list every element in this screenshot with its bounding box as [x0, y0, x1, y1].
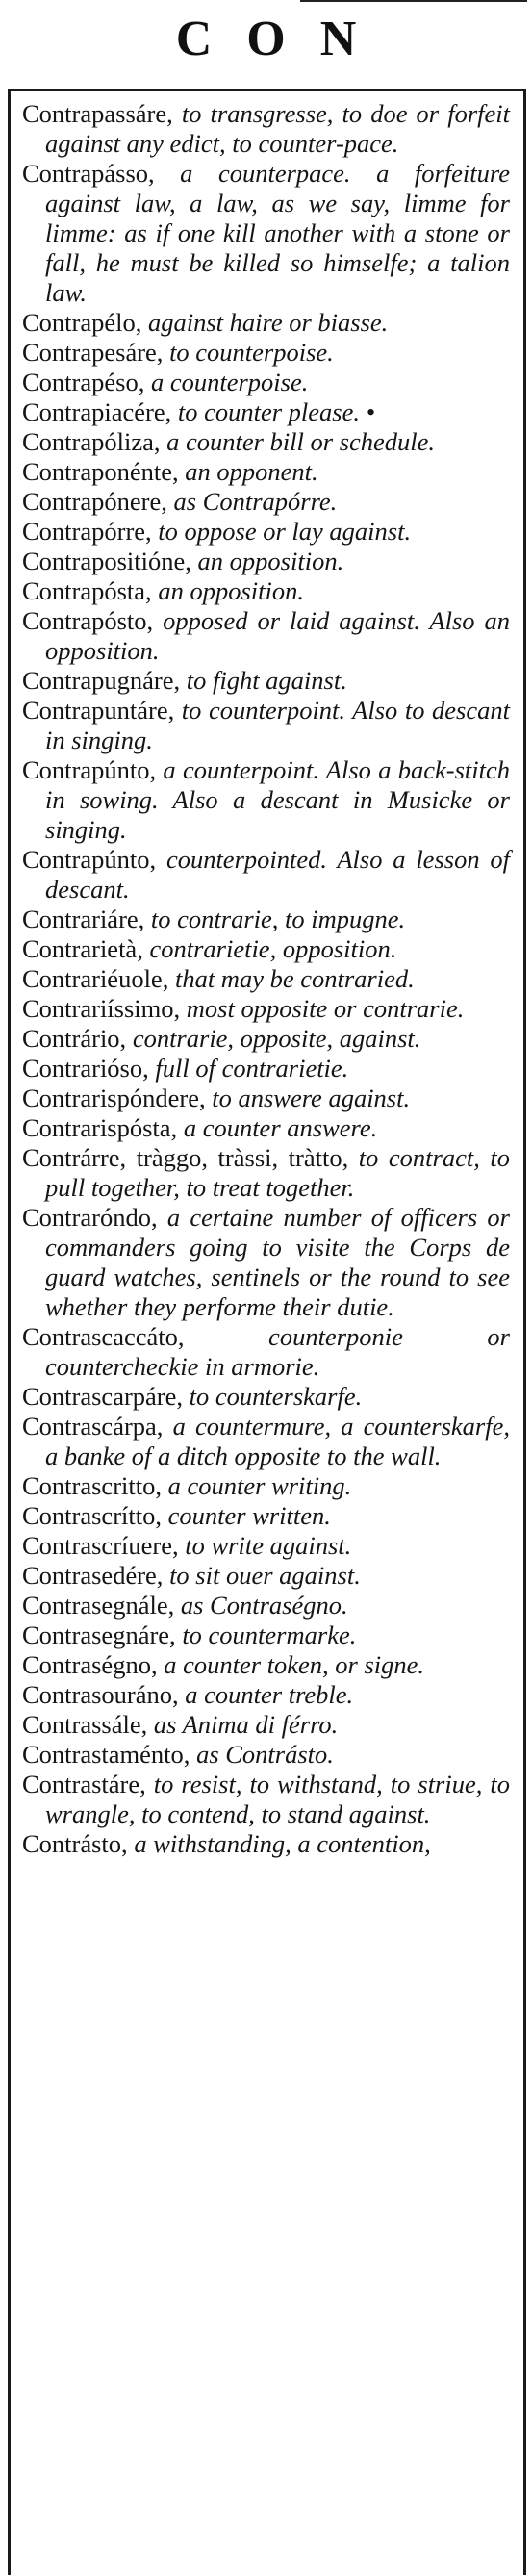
entry-definition: a counter answere.	[177, 1113, 378, 1142]
entry-definition: as Contrapórre.	[166, 487, 338, 516]
entry-definition: against haire or biasse.	[141, 308, 389, 337]
entry-definition: to contract, to pull together, to treat together.	[45, 1143, 510, 1202]
entry-definition: counter written.	[162, 1501, 331, 1530]
dictionary-entry	[22, 517, 510, 547]
dictionary-entry	[22, 338, 510, 368]
dictionary-entry	[22, 964, 510, 994]
entry-headword: Contrassále,	[22, 1710, 148, 1739]
entry-headword: Contrastaménto,	[22, 1740, 190, 1769]
entry-headword: Contrasegnále,	[22, 1591, 175, 1620]
dictionary-entry	[22, 1412, 510, 1471]
dictionary-entry	[22, 1322, 510, 1382]
entry-headword: Contrascarpáre,	[22, 1382, 184, 1411]
entry-definition: to counter please. •	[171, 397, 375, 426]
dictionary-entry	[22, 1770, 510, 1829]
entry-headword: Contrastáre,	[22, 1770, 146, 1798]
entry-headword: Contrapóliza,	[22, 427, 161, 456]
entry-definition: full of contrarietie.	[148, 1054, 349, 1083]
dictionary-entry	[22, 845, 510, 905]
dictionary-entry	[22, 666, 510, 696]
dictionary-entry	[22, 1382, 510, 1412]
entry-headword: Contrarietà,	[22, 934, 143, 963]
entry-definition: counterpointed. Also a lesson of descant.	[45, 845, 510, 904]
entry-headword: Contrapósto,	[22, 606, 154, 635]
entry-definition: a withstanding, a contention,	[127, 1829, 431, 1858]
dictionary-entry	[22, 1680, 510, 1710]
entry-definition: to fight against.	[180, 666, 347, 695]
entry-definition: an opposition.	[151, 576, 304, 605]
entry-headword: Contrário,	[22, 1024, 127, 1053]
dictionary-entry	[22, 1054, 510, 1084]
entry-definition: as Contrásto.	[190, 1740, 334, 1769]
running-head: CON	[175, 12, 392, 66]
entry-headword: Contrasedére,	[22, 1561, 164, 1590]
dictionary-entry	[22, 1084, 510, 1113]
entry-headword: Contrapesáre,	[22, 338, 164, 367]
entry-definition: to contrarie, to impugne.	[144, 905, 406, 933]
entry-headword: Contrariéuole,	[22, 964, 169, 993]
entry-definition: a counter token, or signe.	[157, 1650, 425, 1679]
dictionary-entry	[22, 99, 510, 159]
entry-definition: most opposite or contrarie.	[180, 994, 465, 1023]
dictionary-entry	[22, 159, 510, 308]
entry-headword: Contrapélo,	[22, 308, 142, 337]
dictionary-entry	[22, 1829, 510, 1859]
entry-headword: Contrapósta,	[22, 576, 152, 605]
entry-headword: Contrapiacére,	[22, 397, 172, 426]
entry-headword: Contrarispóndere,	[22, 1084, 206, 1112]
entry-definition: as Contraségno.	[174, 1591, 348, 1620]
entry-headword: Contrariíssimo,	[22, 994, 181, 1023]
dictionary-entry	[22, 576, 510, 606]
dictionary-entry	[22, 1471, 510, 1501]
entry-definition: to counterpoise.	[163, 338, 334, 367]
dictionary-entry	[22, 368, 510, 397]
dictionary-entry	[22, 1561, 510, 1591]
dictionary-column	[8, 89, 526, 2575]
dictionary-entry	[22, 755, 510, 845]
entry-headword: Contraróndo,	[22, 1203, 158, 1232]
dictionary-entry	[22, 397, 510, 427]
entry-headword: Contrariáre,	[22, 905, 145, 933]
entry-headword: Contrapásso,	[22, 159, 155, 188]
dictionary-entry	[22, 994, 510, 1024]
dictionary-entry	[22, 934, 510, 964]
entry-headword: Contrapónere,	[22, 487, 167, 516]
entry-definition: a counter treble.	[178, 1680, 354, 1709]
entry-definition: to answere against.	[205, 1084, 411, 1112]
entry-definition: a certaine number of officers or commanders going to visite the Corps de guard watches, sentinels or the round to see whether they performe their dutie.	[45, 1203, 510, 1321]
entry-headword: Contrapositióne,	[22, 547, 191, 575]
entry-definition: to counterpoint. Also to descant in singing.	[45, 696, 510, 754]
entry-headword: Contraponénte,	[22, 457, 179, 486]
entry-definition: to counterskarfe.	[183, 1382, 363, 1411]
dictionary-entry	[22, 1501, 510, 1531]
entry-definition: a countermure, a counterskarfe, a banke of a ditch opposite to the wall.	[45, 1412, 510, 1470]
entry-list	[11, 91, 523, 1859]
entry-headword: Contrascríuere,	[22, 1531, 179, 1560]
entry-headword: Contrasouráno,	[22, 1680, 179, 1709]
dictionary-entry	[22, 1024, 510, 1054]
entry-definition: as Anima di férro.	[147, 1710, 339, 1739]
dictionary-entry	[22, 547, 510, 576]
entry-definition: an opponent.	[178, 457, 318, 486]
entry-definition: an opposition.	[190, 547, 344, 575]
entry-headword: Contrapórre,	[22, 517, 152, 546]
dictionary-entry	[22, 1620, 510, 1650]
entry-headword: Contrascritto,	[22, 1471, 162, 1500]
dictionary-entry	[22, 427, 510, 457]
entry-definition: a counterpoint. Also a back-stitch in sowing. Also a descant in Musicke or singing.	[45, 755, 510, 844]
entry-definition: a counterpace. a forfeiture against law, a law, as we say, limme for limme: as if one kill another with a stone or fall, he must be killed so himselfe; a talion law.	[45, 159, 510, 307]
entry-definition: to write against.	[178, 1531, 352, 1560]
entry-headword: Contrárre, tràggo, tràssi, tràtto,	[22, 1143, 349, 1172]
entry-headword: Contrasegnáre,	[22, 1620, 176, 1649]
entry-headword: Contraségno,	[22, 1650, 158, 1679]
entry-definition: a counterpoise.	[144, 368, 309, 396]
entry-headword: Contrapassáre,	[22, 99, 173, 128]
dictionary-entry	[22, 1531, 510, 1561]
entry-headword: Contrarióso,	[22, 1054, 149, 1083]
entry-headword: Contrapúnto,	[22, 845, 157, 874]
entry-headword: Contrarispósta,	[22, 1113, 178, 1142]
dictionary-entry	[22, 1203, 510, 1322]
entry-definition: to oppose or lay against.	[151, 517, 412, 546]
dictionary-entry	[22, 1591, 510, 1620]
dictionary-entry	[22, 1113, 510, 1143]
entry-definition: contrarie, opposite, against.	[126, 1024, 421, 1053]
entry-definition: opposed or laid against. Also an opposition.	[45, 606, 510, 665]
entry-definition: a counter writing.	[162, 1471, 352, 1500]
dictionary-entry	[22, 905, 510, 934]
page-header	[0, 0, 532, 85]
entry-headword: Contrascárpa,	[22, 1412, 164, 1441]
entry-headword: Contrapuntáre,	[22, 696, 175, 725]
entry-definition: a counter bill or schedule.	[160, 427, 436, 456]
dictionary-entry	[22, 487, 510, 517]
dictionary-entry	[22, 1650, 510, 1680]
entry-definition: to sit ouer against.	[163, 1561, 361, 1590]
entry-headword: Contrapéso,	[22, 368, 145, 396]
entry-headword: Contrásto,	[22, 1829, 128, 1858]
dictionary-entry	[22, 308, 510, 338]
entry-headword: Contrapúnto,	[22, 755, 157, 784]
dictionary-entry	[22, 1740, 510, 1770]
entry-definition: to countermarke.	[175, 1620, 357, 1649]
entry-definition: to transgresse, to doe or forfeit against any edict, to counter-pace.	[45, 99, 510, 158]
entry-definition: to resist, to withstand, to striue, to wrangle, to contend, to stand against.	[45, 1770, 510, 1828]
entry-definition: counterponie or countercheckie in armorie.	[45, 1322, 510, 1381]
dictionary-entry	[22, 696, 510, 755]
entry-headword: Contrascaccáto,	[22, 1322, 185, 1351]
dictionary-entry	[22, 457, 510, 487]
entry-definition: contrarietie, opposition.	[142, 934, 397, 963]
entry-headword: Contrapugnáre,	[22, 666, 181, 695]
dictionary-entry	[22, 1143, 510, 1203]
dictionary-entry	[22, 1710, 510, 1740]
entry-headword: Contrascrítto,	[22, 1501, 162, 1530]
entry-definition: that may be contraried.	[168, 964, 415, 993]
dictionary-entry	[22, 606, 510, 666]
